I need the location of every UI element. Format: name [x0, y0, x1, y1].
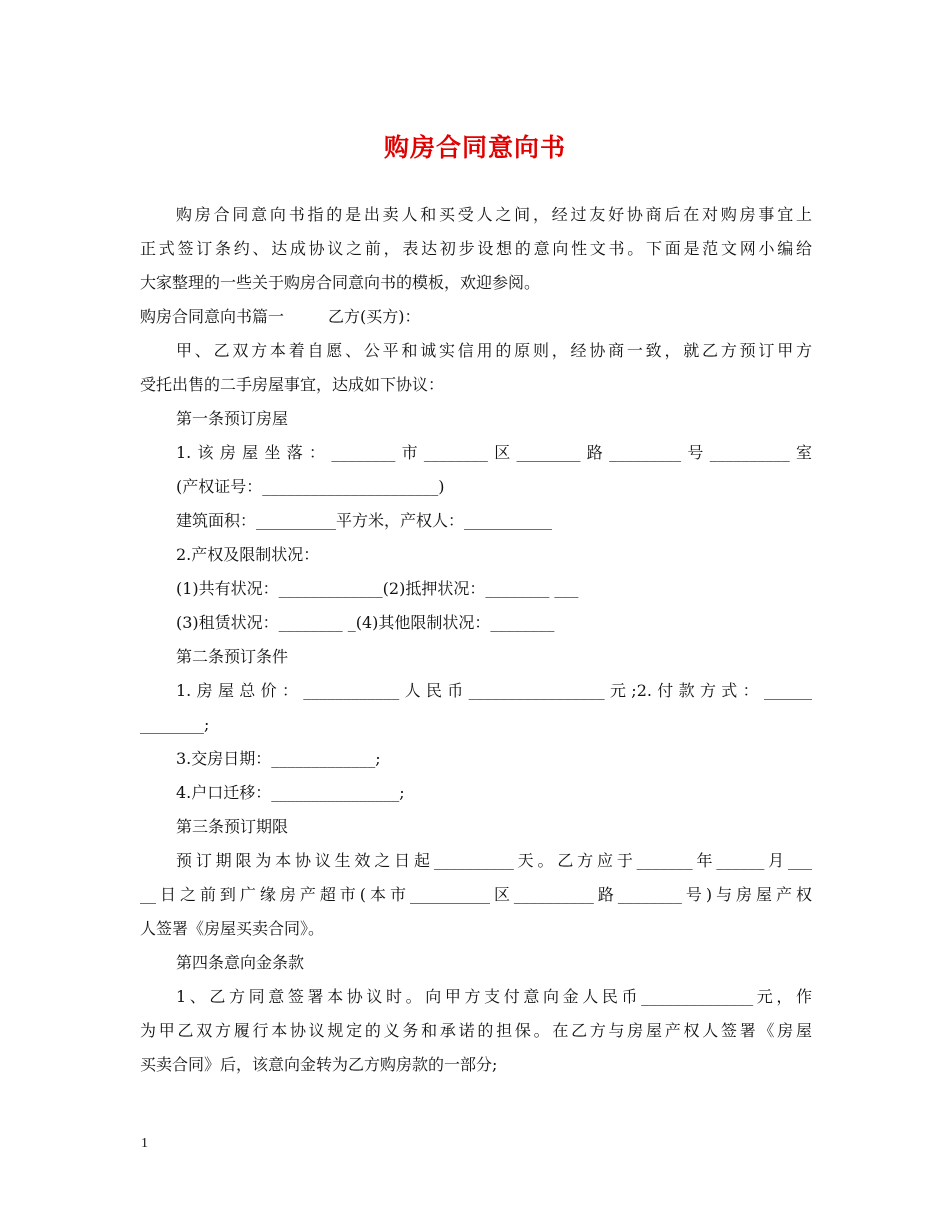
location-line: 1.该房屋坐落：________市________区________路_________号__________室 — [176, 443, 812, 462]
section-heading — [140, 300, 812, 334]
price-line: ________; — [140, 715, 210, 734]
article-title: 第四条意向金条款 — [176, 953, 305, 972]
article-title: 第二条预订条件 — [176, 647, 289, 666]
household-line: 4.户口迁移：________________; — [176, 783, 405, 802]
page-number: 1 — [141, 1136, 148, 1151]
article-title: 第一条预订房屋 — [176, 409, 289, 428]
heading-party: 乙方(买方)： — [328, 307, 421, 326]
rights-line: (3)租赁状况：________ _(4)其他限制状况：________ — [176, 613, 555, 632]
rights-line: (1)共有状况：_____________(2)抵押状况：________ ___ — [176, 579, 579, 598]
term-line: 人签署《房屋买卖合同》。 — [140, 919, 325, 938]
intro-line: 大家整理的一些关于购房合同意向书的模板，欢迎参阅。 — [140, 273, 541, 292]
price-line: 1.房屋总价：____________人民币_________________元;2.付款方式：______ — [176, 681, 812, 700]
document-body — [140, 198, 812, 1082]
agreement-line: 甲、乙双方本着自愿、公平和诚实信用的原则，经协商一致，就乙方预订甲方 — [176, 341, 812, 360]
intro-line: 正式签订条约、达成协议之前，表达初步设想的意向性文书。下面是范文网小编给 — [140, 239, 812, 258]
agreement-line: 受托出售的二手房屋事宜，达成如下协议： — [140, 375, 445, 394]
deposit-line: 1、乙方同意签署本协议时。向甲方支付意向金人民币______________元，作 — [176, 987, 812, 1006]
cert-line: (产权证号：______________________) — [176, 477, 445, 496]
document-title: 购房合同意向书 — [383, 133, 566, 162]
term-line: 预订期限为本协议生效之日起__________天。乙方应于_______年______月___ — [176, 851, 812, 870]
article-title: 第三条预订期限 — [176, 817, 289, 836]
intro-line: 购房合同意向书指的是出卖人和买受人之间，经过友好协商后在对购房事宜上 — [176, 205, 812, 224]
deposit-line: 为甲乙双方履行本协议规定的义务和承诺的担保。在乙方与房屋产权人签署《房屋 — [140, 1021, 812, 1040]
term-line: __日之前到广缘房产超市(本市__________区__________路________号)与房屋产权 — [140, 885, 812, 904]
deposit-line: 买卖合同》后，该意向金转为乙方购房款的一部分; — [140, 1055, 498, 1074]
delivery-line: 3.交房日期：_____________; — [176, 749, 381, 768]
rights-title: 2.产权及限制状况： — [176, 545, 320, 564]
area-line: 建筑面积：__________平方米，产权人：___________ — [176, 511, 553, 530]
heading-title: 购房合同意向书篇一 — [140, 307, 285, 326]
